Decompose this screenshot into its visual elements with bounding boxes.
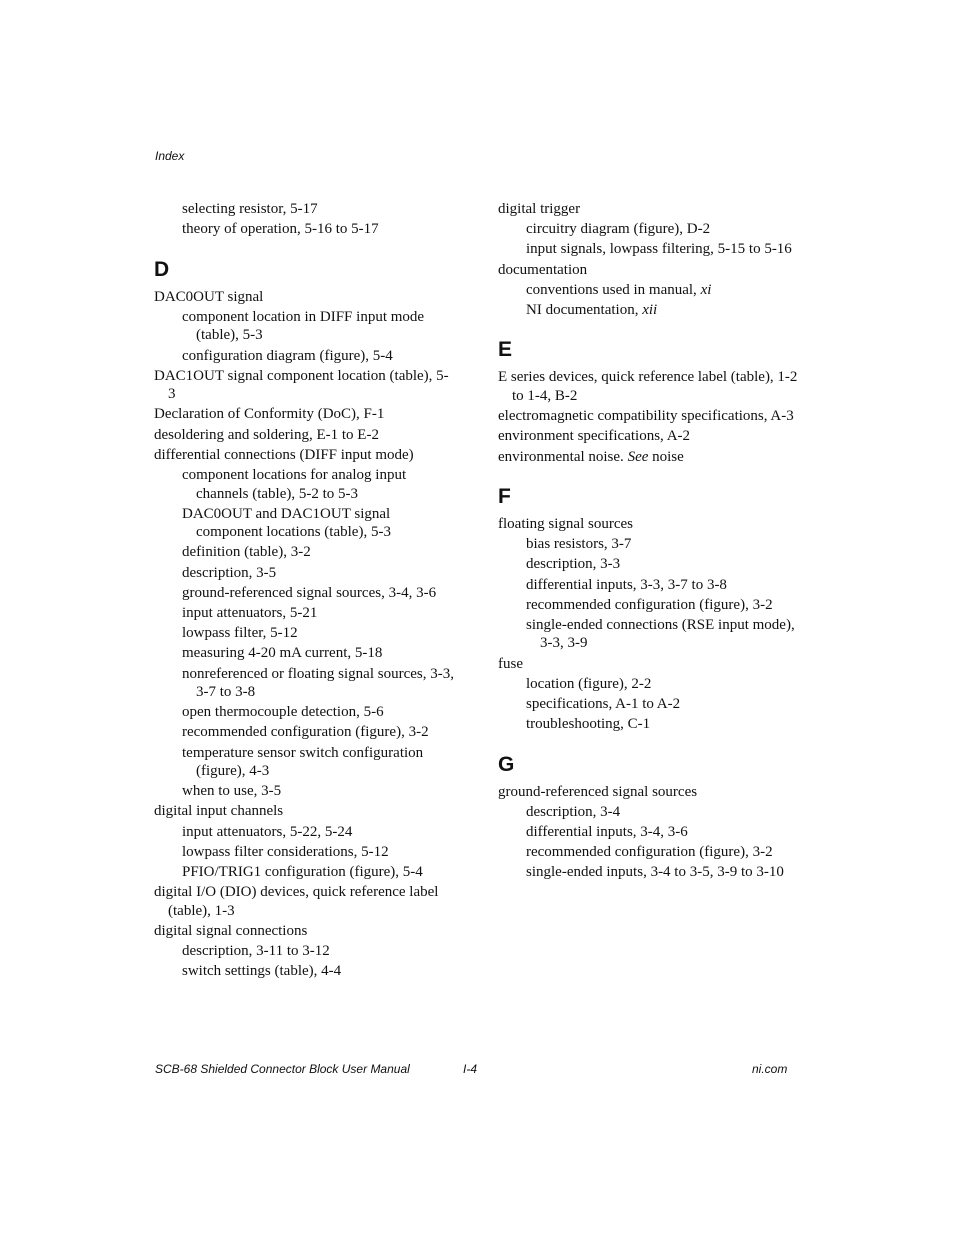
index-entry: desoldering and soldering, E-1 to E-2	[154, 426, 379, 443]
index-subentry: input signals, lowpass filtering, 5-15 to 5-16	[526, 241, 792, 258]
index-letter-heading: D	[154, 257, 170, 281]
index-subentry: configuration diagram (figure), 5-4	[182, 347, 393, 364]
index-subentry-text: conventions used in manual,	[526, 281, 701, 298]
index-subentry: component location in DIFF input mode (table), 5-3	[182, 308, 425, 344]
index-subentry: bias resistors, 3-7	[526, 536, 632, 553]
index-entry: DAC0OUT signal	[154, 288, 264, 305]
index-entry	[498, 448, 798, 467]
index-letter-heading: G	[498, 752, 515, 776]
index-page-ref: xi	[700, 281, 712, 298]
index-subentry: differential inputs, 3-4, 3-6	[526, 824, 688, 841]
index-subentry: recommended configuration (figure), 3-2	[526, 844, 773, 861]
index-entry: differential connections (DIFF input mode)	[154, 446, 414, 463]
index-subentry: lowpass filter, 5-12	[182, 625, 298, 642]
index-subentry: location (figure), 2-2	[526, 675, 652, 692]
index-subentry: description, 3-5	[182, 564, 277, 581]
index-subentry: lowpass filter considerations, 5-12	[182, 843, 389, 860]
index-entry: digital trigger	[498, 201, 581, 217]
index-subentry: switch settings (table), 4-4	[182, 963, 342, 980]
index-entry: environment specifications, A-2	[498, 428, 691, 445]
footer-manual-title: SCB-68 Shielded Connector Block User Manual	[155, 1062, 410, 1076]
index-entry: digital signal connections	[154, 922, 308, 939]
index-subentry: temperature sensor switch configuration (figure), 4-3	[182, 744, 424, 780]
index-subentry: open thermocouple detection, 5-6	[182, 704, 384, 721]
index-entry: Declaration of Conformity (DoC), F-1	[154, 406, 385, 423]
index-subentry: recommended configuration (figure), 3-2	[526, 596, 773, 613]
index-entry: ground-referenced signal sources	[498, 783, 698, 800]
index-subentry: selecting resistor, 5-17	[182, 201, 318, 217]
see-reference: See	[627, 448, 649, 465]
index-entry: fuse	[498, 655, 523, 672]
index-page-ref: xii	[642, 301, 658, 318]
footer-site: ni.com	[752, 1062, 788, 1076]
index-column-right	[498, 200, 798, 884]
index-entry: floating signal sources	[498, 516, 633, 532]
index-entry-text: environmental noise.	[498, 448, 628, 465]
index-entry: digital input channels	[154, 803, 284, 820]
index-subentry: circuitry diagram (figure), D-2	[526, 221, 711, 238]
index-subentry: single-ended connections (RSE input mode), 3-3, 3-9	[526, 616, 795, 652]
index-subentry: ground-referenced signal sources, 3-4, 3-6	[182, 584, 437, 601]
index-subentry: definition (table), 3-2	[182, 544, 311, 561]
index-entry: digital I/O (DIO) devices, quick reference label (table), 1-3	[154, 884, 439, 919]
index-subentry: when to use, 3-5	[182, 783, 282, 800]
index-subentry: description, 3-4	[526, 803, 621, 820]
index-subentry: recommended configuration (figure), 3-2	[182, 724, 429, 741]
index-subentry: specifications, A-1 to A-2	[526, 696, 681, 712]
index-column-left	[154, 200, 454, 982]
index-entry: documentation	[498, 261, 588, 278]
index-subentry: differential inputs, 3-3, 3-7 to 3-8	[526, 576, 727, 593]
index-subentry: input attenuators, 5-21	[182, 604, 318, 621]
index-letter-heading: E	[498, 338, 513, 362]
see-target: noise	[648, 448, 684, 465]
index-subentry: troubleshooting, C-1	[526, 716, 651, 733]
index-entry: electromagnetic compatibility specifications, A-3	[498, 408, 794, 425]
index-subentry: input attenuators, 5-22, 5-24	[182, 823, 353, 840]
index-subentry	[498, 301, 798, 320]
index-entry: E series devices, quick reference label (table), 1-2 to 1-4, B-2	[498, 369, 798, 404]
index-subentry: single-ended inputs, 3-4 to 3-5, 3-9 to 3-10	[526, 864, 784, 881]
index-entry: DAC1OUT signal component location (table), 5-3	[154, 367, 449, 403]
index-subentry: theory of operation, 5-16 to 5-17	[182, 221, 379, 238]
running-header: Index	[155, 149, 185, 163]
index-subentry: description, 3-3	[526, 556, 621, 573]
index-subentry: component locations for analog input channels (table), 5-2 to 5-3	[182, 467, 407, 502]
index-subentry	[498, 281, 798, 300]
index-subentry-text: NI documentation,	[526, 301, 643, 318]
index-subentry: nonreferenced or floating signal sources, 3-3, 3-7 to 3-8	[182, 665, 454, 700]
index-subentry: measuring 4-20 mA current, 5-18	[182, 645, 383, 662]
index-subentry: PFIO/TRIG1 configuration (figure), 5-4	[182, 864, 423, 880]
index-subentry: DAC0OUT and DAC1OUT signal component locations (table), 5-3	[182, 505, 391, 541]
index-letter-heading: F	[498, 485, 511, 508]
index-subentry: description, 3-11 to 3-12	[182, 943, 330, 960]
footer-page-number: I-4	[463, 1062, 478, 1076]
